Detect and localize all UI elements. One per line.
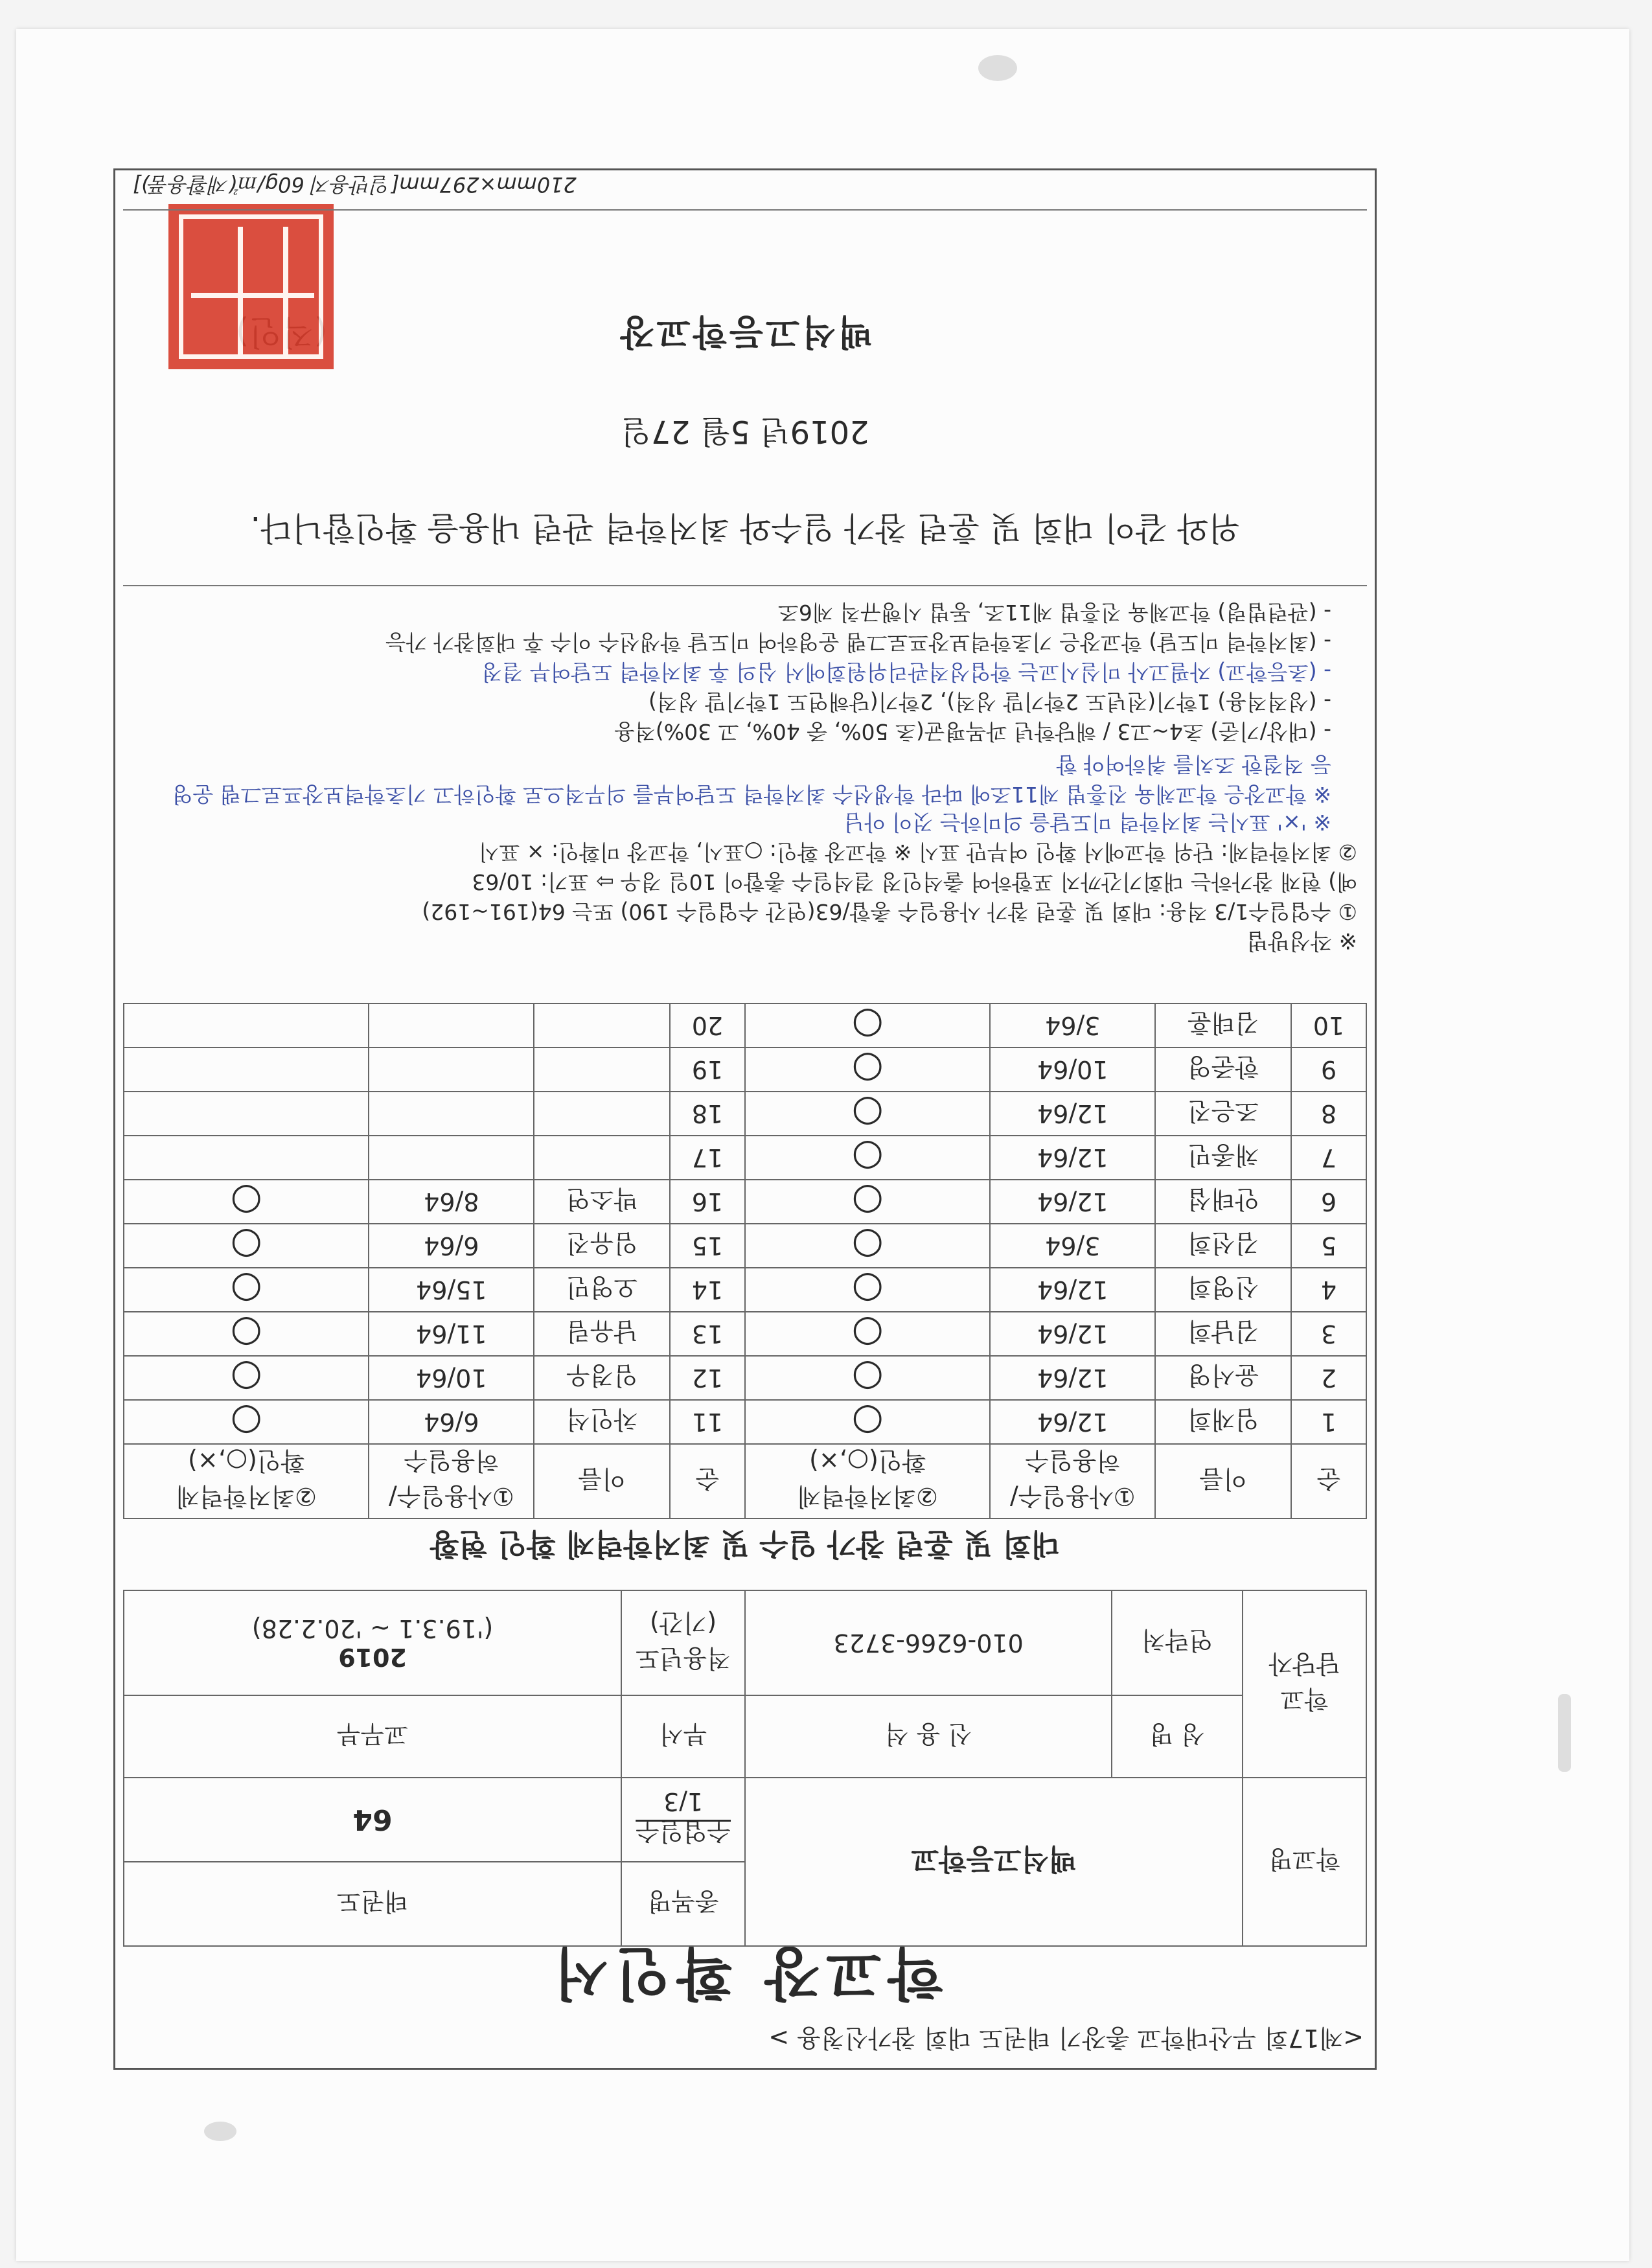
row-name: 김선희 bbox=[1155, 1224, 1291, 1268]
row-days bbox=[369, 1048, 534, 1092]
school-label: 학교명 bbox=[1243, 1778, 1366, 1946]
issue-date: 2019년 5월 27일 bbox=[621, 413, 869, 450]
row-check: ○ bbox=[745, 1312, 990, 1356]
row-name: 조은진 bbox=[1155, 1092, 1291, 1136]
name-label: 성 명 bbox=[1112, 1696, 1242, 1777]
table-row bbox=[124, 1312, 1366, 1356]
row-no: 17 bbox=[670, 1136, 745, 1180]
row-no: 1 bbox=[1291, 1400, 1366, 1444]
year-value: 2019 bbox=[338, 1643, 407, 1671]
dept-label: 부서 bbox=[621, 1695, 745, 1778]
header-no: 순 bbox=[670, 1444, 745, 1518]
row-no: 7 bbox=[1291, 1136, 1366, 1180]
row-name bbox=[534, 1048, 670, 1092]
table-row bbox=[124, 1224, 1366, 1268]
info-table bbox=[123, 1590, 1367, 1947]
row-check: ○ bbox=[124, 1356, 369, 1400]
table-row bbox=[124, 1092, 1366, 1136]
contact-subtable bbox=[746, 1591, 1242, 1695]
row-days: 6/64 bbox=[369, 1224, 534, 1268]
row-days: 12/64 bbox=[990, 1136, 1155, 1180]
row-days: 15/64 bbox=[369, 1268, 534, 1312]
row-name: 임유진 bbox=[534, 1224, 670, 1268]
limit-label bbox=[621, 1778, 745, 1862]
row-name: 임재희 bbox=[1155, 1400, 1291, 1444]
row-name bbox=[534, 1003, 670, 1048]
footer-divider bbox=[123, 209, 1367, 211]
dust-spot bbox=[1558, 1694, 1571, 1772]
header-name: 이름 bbox=[1155, 1444, 1291, 1518]
row-no: 4 bbox=[1291, 1268, 1366, 1312]
table-row bbox=[124, 1180, 1366, 1224]
row-no: 16 bbox=[670, 1180, 745, 1224]
row-check: ○ bbox=[745, 1268, 990, 1312]
document-body bbox=[113, 168, 1377, 2070]
official-seal bbox=[168, 204, 334, 369]
note-line: - (초등학교) 자필고사 미실시교는 학업성적관리위원회에서 심의 후 최저학력 도달여부 결정 bbox=[481, 659, 1331, 685]
page-title: 학교장 확인서 bbox=[547, 1940, 943, 2006]
row-name: 오영민 bbox=[534, 1268, 670, 1312]
section-title: 대회 및 훈련 참가 일수 및 최저학력제 확인 현황 bbox=[430, 1527, 1061, 1562]
contact-value: 010-6266-3723 bbox=[833, 1629, 1024, 1657]
row-no: 12 bbox=[670, 1356, 745, 1400]
row-no: 3 bbox=[1291, 1312, 1366, 1356]
row-check: ○ bbox=[124, 1268, 369, 1312]
header-check: ②최저학력제 확인(○,×) bbox=[124, 1444, 369, 1518]
divider bbox=[123, 585, 1367, 586]
confirm-text: 위와 같이 대회 및 훈련 참가 일수와 최저학력 관련 내용을 확인합니다. bbox=[250, 509, 1240, 547]
note-line: - (관련법령) 학교체육 진흥법 제11조, 동법 시행규칙 제6조 bbox=[778, 600, 1331, 625]
period-cell bbox=[124, 1590, 621, 1695]
row-name: 박소연 bbox=[534, 1180, 670, 1224]
row-no: 19 bbox=[670, 1048, 745, 1092]
row-check: ○ bbox=[745, 1400, 990, 1444]
row-days: 12/64 bbox=[990, 1180, 1155, 1224]
principal-name: 백석고등학교장 bbox=[617, 312, 873, 352]
row-days: 10/64 bbox=[369, 1356, 534, 1400]
row-no: 2 bbox=[1291, 1356, 1366, 1400]
dust-spot bbox=[204, 2122, 236, 2141]
table-row bbox=[124, 1400, 1366, 1444]
row-days bbox=[369, 1136, 534, 1180]
row-name: 남유림 bbox=[534, 1312, 670, 1356]
row-check: ○ bbox=[124, 1224, 369, 1268]
notes-title: ※ 작성방법 bbox=[1246, 928, 1357, 954]
row-check: ○ bbox=[124, 1400, 369, 1444]
row-check: ○ bbox=[745, 1003, 990, 1048]
row-no: 18 bbox=[670, 1092, 745, 1136]
row-days: 12/64 bbox=[990, 1268, 1155, 1312]
name-value: 신 용 석 bbox=[884, 1720, 972, 1748]
row-days: 6/64 bbox=[369, 1400, 534, 1444]
note-line: - (대상/기준) 초4~고3 / 해당학년 과목평균(초 50%, 중 40%, 고 30%)적용 bbox=[614, 719, 1331, 744]
period-label: 적용년도 (기간) bbox=[621, 1590, 745, 1695]
row-days: 8/64 bbox=[369, 1180, 534, 1224]
row-name: 차인석 bbox=[534, 1400, 670, 1444]
row-name: 채종민 bbox=[1155, 1136, 1291, 1180]
row-name bbox=[534, 1092, 670, 1136]
contact-label: 연락처 bbox=[1112, 1591, 1242, 1695]
row-no: 10 bbox=[1291, 1003, 1366, 1048]
header-check: ②최저학력제 확인(○,×) bbox=[745, 1444, 990, 1518]
row-no: 5 bbox=[1291, 1224, 1366, 1268]
row-days: 10/64 bbox=[990, 1048, 1155, 1092]
row-check: ○ bbox=[745, 1356, 990, 1400]
row-check: ○ bbox=[745, 1180, 990, 1224]
contact-cell bbox=[745, 1590, 1243, 1695]
row-no: 14 bbox=[670, 1268, 745, 1312]
row-no: 8 bbox=[1291, 1092, 1366, 1136]
table-row bbox=[124, 1136, 1366, 1180]
row-days: 12/64 bbox=[990, 1400, 1155, 1444]
header-name: 이름 bbox=[534, 1444, 670, 1518]
row-no: 20 bbox=[670, 1003, 745, 1048]
row-days bbox=[369, 1092, 534, 1136]
event-label: 종목명 bbox=[621, 1862, 745, 1946]
seal-stroke bbox=[238, 227, 243, 356]
header-days: ①사용일수/ 허용일수 bbox=[369, 1444, 534, 1518]
row-check: ○ bbox=[745, 1224, 990, 1268]
row-days: 12/64 bbox=[990, 1356, 1155, 1400]
row-no: 11 bbox=[670, 1400, 745, 1444]
event-value: 태권도 bbox=[124, 1862, 621, 1946]
row-check bbox=[124, 1048, 369, 1092]
seal-stroke bbox=[191, 293, 314, 298]
row-check: ○ bbox=[124, 1312, 369, 1356]
row-check bbox=[124, 1136, 369, 1180]
row-check: ○ bbox=[745, 1092, 990, 1136]
row-no: 13 bbox=[670, 1312, 745, 1356]
row-name: 안태섭 bbox=[1155, 1180, 1291, 1224]
manager-cell bbox=[745, 1695, 1243, 1778]
row-name: 김남희 bbox=[1155, 1312, 1291, 1356]
dust-spot bbox=[978, 55, 1017, 81]
row-check: ○ bbox=[745, 1136, 990, 1180]
row-days: 12/64 bbox=[990, 1312, 1155, 1356]
row-no: 6 bbox=[1291, 1180, 1366, 1224]
row-check bbox=[124, 1003, 369, 1048]
header-days: ①사용일수/ 허용일수 bbox=[990, 1444, 1155, 1518]
table-row bbox=[124, 1268, 1366, 1312]
row-no: 9 bbox=[1291, 1048, 1366, 1092]
note-line: ② 최저학력제: 단위 학교에서 확인 여부만 표시 ※ 학교장 확인: ○표시, 학교장 미확인: × 표시 bbox=[478, 840, 1357, 865]
table-row bbox=[124, 1048, 1366, 1092]
row-name: 김태훈 bbox=[1155, 1003, 1291, 1048]
row-name: 신영희 bbox=[1155, 1268, 1291, 1312]
limit-label-text: 수업일수 bbox=[636, 1817, 731, 1846]
manager-label: 학교 담당자 bbox=[1243, 1590, 1366, 1778]
school-value: 백석고등학교 bbox=[745, 1778, 1243, 1946]
row-no: 15 bbox=[670, 1224, 745, 1268]
row-days: 3/64 bbox=[990, 1224, 1155, 1268]
note-line: - (성적적용) 1학기(전년도 2학기말 성적), 2학기(당해연도 1학기말 성적) bbox=[648, 689, 1331, 715]
row-check: ○ bbox=[124, 1180, 369, 1224]
seal-stroke bbox=[283, 227, 288, 356]
row-check bbox=[124, 1092, 369, 1136]
limit-value: 1/3 bbox=[663, 1787, 704, 1816]
seal-border bbox=[179, 214, 323, 359]
row-name: 한준영 bbox=[1155, 1048, 1291, 1092]
row-days: 11/64 bbox=[369, 1312, 534, 1356]
header-no: 순 bbox=[1291, 1444, 1366, 1518]
table-row bbox=[124, 1003, 1366, 1048]
row-name bbox=[534, 1136, 670, 1180]
row-days: 12/64 bbox=[990, 1092, 1155, 1136]
student-table bbox=[123, 1003, 1367, 1519]
header-note: <제17회 무산대학교 총장기 태권도 대회 참가신청용 > bbox=[768, 2024, 1364, 2052]
paper-sheet bbox=[16, 29, 1629, 2261]
days-value: 64 bbox=[124, 1778, 621, 1862]
row-name: 임경우 bbox=[534, 1356, 670, 1400]
note-line: - (최저학력 미도달) 학교장은 기초학력보장프로그램 운영하여 미도달 학생선수 이수 후 대회참가 가능 bbox=[385, 630, 1331, 655]
row-name: 윤서영 bbox=[1155, 1356, 1291, 1400]
paper-spec: 210mm×297mm[일반용지 60g/㎡(재활용품)] bbox=[133, 172, 577, 197]
note-line: ① 수업일수1/3 적용: 대회 및 훈련 참가 사용일수 총합/63(연간 수업일수 190) 또는 64(191~192) bbox=[422, 899, 1357, 924]
row-days bbox=[369, 1003, 534, 1048]
row-days: 3/64 bbox=[990, 1003, 1155, 1048]
note-line: 예) 현재 참가하는 대회기간까지 포함하여 출석인정 결석일수 총합이 10일 경우 ⇨ 표기: 10/63 bbox=[472, 869, 1357, 895]
note-line: ※ 학교장은 학교체육 진흥법 제11조에 따라 학생선수 최저학력 도달여부를 의무적으로 확인하고 기초학력보장프로그램 운영 등 적절한 조치를 취하여야 함 bbox=[172, 752, 1331, 807]
row-check: ○ bbox=[745, 1048, 990, 1092]
note-line: ※ '×' 표시는 최저학력 미도달을 의미하는 것이 아님 bbox=[843, 810, 1331, 835]
manager-subtable bbox=[746, 1696, 1242, 1777]
period-value: ('19.3.1 ~ '20.2.28) bbox=[251, 1614, 494, 1643]
table-row bbox=[124, 1356, 1366, 1400]
dept-value: 교무부 bbox=[124, 1695, 621, 1778]
